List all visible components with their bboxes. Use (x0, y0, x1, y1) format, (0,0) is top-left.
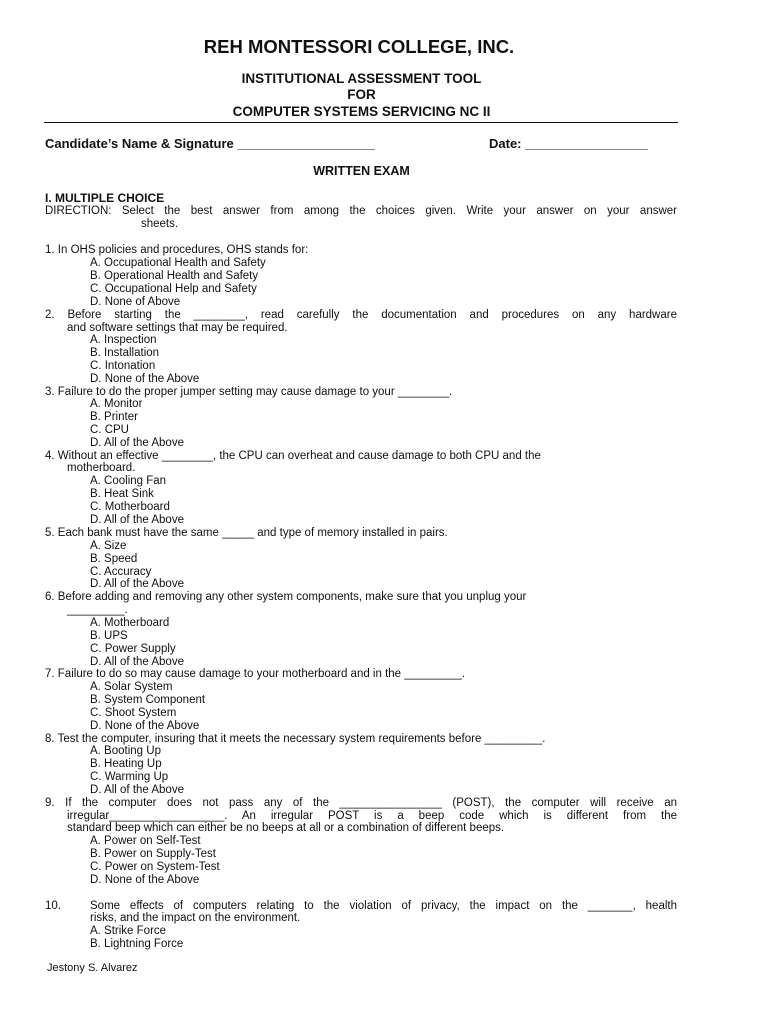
exam-title: WRITTEN EXAM (313, 164, 410, 178)
question-1: 1. In OHS policies and procedures, OHS stands for: (45, 244, 309, 256)
option-1b: B. Operational Health and Safety (90, 270, 259, 282)
option-9b: B. Power on Supply-Test (90, 848, 216, 860)
option-10a: A. Strike Force (90, 925, 167, 937)
option-7b: B. System Component (90, 694, 206, 706)
option-4d: D. All of the Above (90, 514, 184, 526)
option-3c: C. CPU (90, 424, 129, 436)
option-2c: C. Intonation (90, 360, 156, 372)
option-10b: B. Lightning Force (90, 938, 184, 950)
option-8d: D. All of the Above (90, 784, 184, 796)
option-4b: B. Heat Sink (90, 488, 154, 500)
question-6: 6. Before adding and removing any other system components, make sure that you unplug your (45, 591, 527, 603)
question-8: 8. Test the computer, insuring that it meets the necessary system requirements before _________. (45, 733, 546, 745)
option-4c: C. Motherboard (90, 501, 170, 513)
question-6-cont: _________. (67, 604, 128, 616)
option-7a: A. Solar System (90, 681, 173, 693)
option-5c: C. Accuracy (90, 566, 152, 578)
option-4a: A. Cooling Fan (90, 475, 167, 487)
candidate-name-field: Candidate’s Name & Signature ___________________ (45, 136, 375, 151)
option-1a: A. Occupational Health and Safety (90, 257, 266, 269)
option-1d: D. None of Above (90, 296, 181, 308)
question-2-cont: and software settings that may be required. (67, 322, 288, 334)
question-5: 5. Each bank must have the same _____ and type of memory installed in pairs. (45, 527, 448, 539)
option-6c: C. Power Supply (90, 643, 176, 655)
question-3: 3. Failure to do the proper jumper setting may cause damage to your ________. (45, 386, 453, 398)
option-8c: C. Warming Up (90, 771, 169, 783)
question-9-cont: irregular__________________. An irregular POST is a beep code which is different from the (67, 810, 677, 822)
date-field: Date: _________________ (489, 136, 649, 151)
doc-title-line1: INSTITUTIONAL ASSESSMENT TOOL (241, 71, 482, 86)
school-name: REH MONTESSORI COLLEGE, INC. (203, 36, 515, 57)
option-3d: D. All of the Above (90, 437, 184, 449)
question-10-cont: risks, and the impact on the environment. (90, 912, 301, 924)
option-9a: A. Power on Self-Test (90, 835, 201, 847)
question-4: 4. Without an effective ________, the CPU can overheat and cause damage to both CPU and the (45, 450, 541, 462)
option-9c: C. Power on System-Test (90, 861, 220, 873)
option-3a: A. Monitor (90, 398, 143, 410)
doc-title-line3: COMPUTER SYSTEMS SERVICING NC II (232, 104, 491, 119)
doc-title-line2: FOR (347, 87, 376, 102)
question-2: 2. Before starting the ________, read carefully the documentation and procedures on any hardware (45, 309, 677, 321)
option-7d: D. None of the Above (90, 720, 200, 732)
option-1c: C. Occupational Help and Safety (90, 283, 257, 295)
direction-text-cont: sheets. (141, 218, 179, 230)
option-9d: D. None of the Above (90, 874, 200, 886)
option-5b: B. Speed (90, 553, 138, 565)
option-7c: C. Shoot System (90, 707, 177, 719)
option-6d: D. All of the Above (90, 656, 184, 668)
question-7: 7. Failure to do so may cause damage to your motherboard and in the _________. (45, 668, 466, 680)
header-divider (44, 122, 678, 123)
option-6a: A. Motherboard (90, 617, 170, 629)
option-6b: B. UPS (90, 630, 128, 642)
option-2d: D. None of the Above (90, 373, 200, 385)
question-9: 9. If the computer does not pass any of the ________________ (POST), the computer will receive an (45, 797, 677, 809)
option-2a: A. Inspection (90, 334, 157, 346)
option-5d: D. All of the Above (90, 578, 184, 590)
option-8a: A. Booting Up (90, 745, 161, 757)
question-10-number: 10. (45, 900, 61, 912)
option-8b: B. Heating Up (90, 758, 162, 770)
option-5a: A. Size (90, 540, 127, 552)
question-9-cont2: standard beep which can either be no beeps at all or a combination of different beeps. (67, 822, 505, 834)
option-3b: B. Printer (90, 411, 138, 423)
question-10: Some effects of computers relating to the violation of privacy, the impact on the _______, health (90, 900, 677, 912)
option-2b: B. Installation (90, 347, 160, 359)
question-4-cont: motherboard. (67, 462, 136, 474)
direction-text: DIRECTION: Select the best answer from among the choices given. Write your answer on your answer (45, 205, 677, 217)
footer-author: Jestony S. Alvarez (47, 962, 138, 974)
section-title: I. MULTIPLE CHOICE (45, 191, 165, 205)
